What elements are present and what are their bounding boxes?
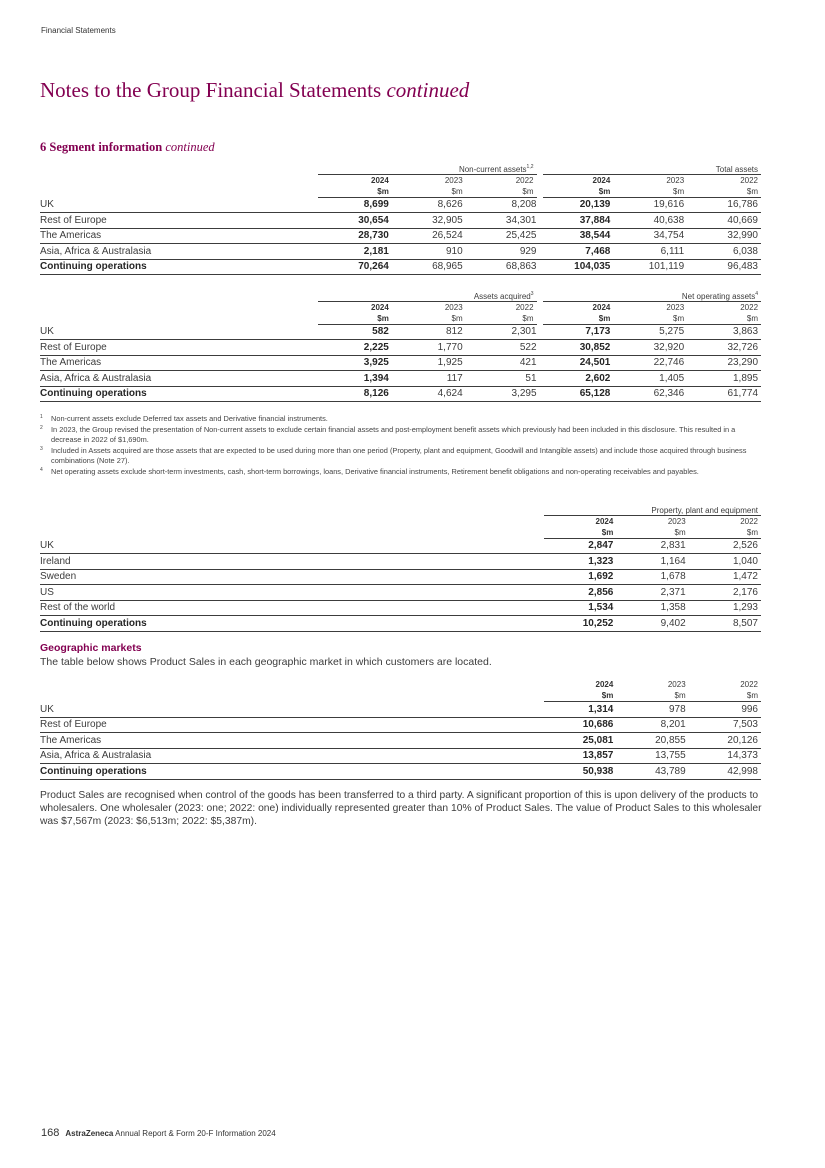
assets-acquired-table <box>40 287 761 402</box>
cell: 38,544 <box>540 228 614 244</box>
cell: 2,856 <box>544 585 616 601</box>
footnote: 4 Net operating assets exclude short-term investments, cash, short-term borrowings, loans, Derivative financial instruments, Retirement benefit obligations and non-operating receivables and payables. <box>40 467 699 476</box>
year-header: 2024 $m <box>540 301 614 324</box>
row-label: Continuing operations <box>40 764 544 780</box>
cell: 7,468 <box>540 244 614 260</box>
footnote: 3 Included in Assets acquired are those assets that are expected to be used during more than one period (Property, plant and equipment, Goodwill and Intangible assets) and include those acquired through business combinations (Note 27). <box>40 446 747 465</box>
cell: 2,176 <box>689 585 761 601</box>
year-header-row <box>40 679 761 702</box>
section-title <box>40 140 215 155</box>
geographic-markets-description: The table below shows Product Sales in each geographic market in which customers are located. <box>40 656 492 668</box>
table-row <box>40 748 761 764</box>
cell: 1,534 <box>544 600 616 616</box>
group-header-total-assets: Total assets <box>540 160 762 174</box>
product-sales-paragraph: Product Sales are recognised when control of the goods has been transferred to a third party. A significant proportion of this is upon delivery of the products to wholesalers. One wholesaler (2023: one; 2022: one) individually represented greater than 10% of Product Sales. The value of Product Sales to this wholesaler was $7,567m (2023: $6,513m; 2022: $5,387m). <box>40 790 762 827</box>
cell: 8,507 <box>689 616 761 632</box>
year-header: 2023 $m <box>616 515 688 538</box>
cell: 30,852 <box>540 340 614 356</box>
cell: 1,678 <box>616 569 688 585</box>
cell: 978 <box>616 702 688 718</box>
table-row <box>40 569 761 585</box>
table-total-row <box>40 764 761 780</box>
table-row <box>40 538 761 554</box>
cell: 61,774 <box>687 386 761 402</box>
cell: 101,119 <box>613 259 687 275</box>
section-title-text: 6 Segment information <box>40 140 163 154</box>
group-header-assets-acquired: Assets acquired$^3$ <box>318 287 540 301</box>
cell: 8,201 <box>616 717 688 733</box>
cell: 1,770 <box>392 340 466 356</box>
cell: 20,855 <box>616 733 688 749</box>
cell: 421 <box>466 355 540 371</box>
cell: 1,472 <box>689 569 761 585</box>
product-sales-table <box>40 679 761 780</box>
cell: 28,730 <box>318 228 392 244</box>
cell: 1,323 <box>544 554 616 570</box>
cell: 34,301 <box>466 213 540 229</box>
table-row <box>40 213 761 229</box>
table-total-row <box>40 386 761 402</box>
cell: 8,699 <box>318 197 392 213</box>
cell: 1,405 <box>613 371 687 387</box>
cell: 582 <box>318 324 392 340</box>
table-row <box>40 244 761 260</box>
cell: 42,998 <box>689 764 761 780</box>
page-number: 168 <box>41 1127 60 1139</box>
footnote: 1 Non-current assets exclude Deferred tax assets and Derivative financial instruments. <box>40 414 328 423</box>
table-total-row <box>40 616 761 632</box>
cell: 30,654 <box>318 213 392 229</box>
year-header: 2022 $m <box>689 679 761 702</box>
cell: 40,669 <box>687 213 761 229</box>
cell: 2,371 <box>616 585 688 601</box>
year-header: 2024 $m <box>544 515 616 538</box>
cell: 2,181 <box>318 244 392 260</box>
cell: 34,754 <box>613 228 687 244</box>
row-label: The Americas <box>40 228 318 244</box>
property-plant-equipment-table <box>40 501 761 632</box>
cell: 62,346 <box>613 386 687 402</box>
row-label: Rest of Europe <box>40 340 318 356</box>
year-header: 2024 $m <box>318 174 392 197</box>
year-header: 2023 $m <box>392 301 466 324</box>
row-label: Rest of Europe <box>40 213 318 229</box>
row-label: UK <box>40 324 318 340</box>
cell: 7,503 <box>689 717 761 733</box>
cell: 8,626 <box>392 197 466 213</box>
non-current-assets-table <box>40 160 761 275</box>
group-header-non-current-assets: Non-current assets$^{1,2}$ <box>318 160 540 174</box>
cell: 22,746 <box>613 355 687 371</box>
year-header: 2024 $m <box>544 679 616 702</box>
cell: 26,524 <box>392 228 466 244</box>
row-label: UK <box>40 197 318 213</box>
cell: 51 <box>466 371 540 387</box>
year-header: 2022 $m <box>466 301 540 324</box>
year-header: 2022 $m <box>466 174 540 197</box>
cell: 40,638 <box>613 213 687 229</box>
row-label: The Americas <box>40 733 544 749</box>
footer-brand: AstraZeneca <box>65 1129 114 1138</box>
cell: 1,314 <box>544 702 616 718</box>
table-row <box>40 554 761 570</box>
cell: 812 <box>392 324 466 340</box>
cell: 3,295 <box>466 386 540 402</box>
cell: 1,040 <box>689 554 761 570</box>
cell: 16,786 <box>687 197 761 213</box>
cell: 1,164 <box>616 554 688 570</box>
cell: 3,863 <box>687 324 761 340</box>
cell: 910 <box>392 244 466 260</box>
row-label: Rest of the world <box>40 600 544 616</box>
cell: 32,905 <box>392 213 466 229</box>
cell: 3,925 <box>318 355 392 371</box>
row-label: US <box>40 585 544 601</box>
cell: 25,425 <box>466 228 540 244</box>
row-label: Asia, Africa & Australasia <box>40 371 318 387</box>
year-header-row <box>40 174 761 197</box>
table-row <box>40 197 761 213</box>
table-row <box>40 228 761 244</box>
row-label: Ireland <box>40 554 544 570</box>
cell: 70,264 <box>318 259 392 275</box>
cell: 10,252 <box>544 616 616 632</box>
table-total-row <box>40 259 761 275</box>
row-label: Continuing operations <box>40 386 318 402</box>
cell: 2,301 <box>466 324 540 340</box>
cell: 37,884 <box>540 213 614 229</box>
group-header-net-operating-assets: Net operating assets$^4$ <box>540 287 762 301</box>
row-label: Sweden <box>40 569 544 585</box>
table-group-header <box>40 287 761 301</box>
row-label: UK <box>40 538 544 554</box>
page-title-continued: continued <box>386 78 470 102</box>
table-row <box>40 371 761 387</box>
cell: 929 <box>466 244 540 260</box>
table-row <box>40 733 761 749</box>
cell: 32,726 <box>687 340 761 356</box>
year-header: 2023 $m <box>613 301 687 324</box>
cell: 117 <box>392 371 466 387</box>
cell: 1,692 <box>544 569 616 585</box>
section-title-continued: continued <box>165 140 215 154</box>
cell: 7,173 <box>540 324 614 340</box>
row-label: Asia, Africa & Australasia <box>40 244 318 260</box>
cell: 65,128 <box>540 386 614 402</box>
cell: 996 <box>689 702 761 718</box>
cell: 1,394 <box>318 371 392 387</box>
cell: 2,526 <box>689 538 761 554</box>
year-header: 2024 $m <box>540 174 614 197</box>
page-title <box>40 78 469 103</box>
table-row <box>40 717 761 733</box>
cell: 4,624 <box>392 386 466 402</box>
cell: 13,755 <box>616 748 688 764</box>
cell: 20,126 <box>689 733 761 749</box>
cell: 20,139 <box>540 197 614 213</box>
group-header-ppe: Property, plant and equipment <box>544 501 761 515</box>
cell: 2,831 <box>616 538 688 554</box>
cell: 10,686 <box>544 717 616 733</box>
cell: 8,208 <box>466 197 540 213</box>
year-header: 2022 $m <box>689 515 761 538</box>
cell: 14,373 <box>689 748 761 764</box>
cell: 68,965 <box>392 259 466 275</box>
cell: 104,035 <box>540 259 614 275</box>
cell: 2,847 <box>544 538 616 554</box>
footer-document-title: Annual Report & Form 20-F Information 2024 <box>115 1129 276 1138</box>
cell: 9,402 <box>616 616 688 632</box>
cell: 23,290 <box>687 355 761 371</box>
cell: 32,990 <box>687 228 761 244</box>
cell: 32,920 <box>613 340 687 356</box>
cell: 6,111 <box>613 244 687 260</box>
cell: 2,602 <box>540 371 614 387</box>
cell: 1,925 <box>392 355 466 371</box>
cell: 50,938 <box>544 764 616 780</box>
cell: 24,501 <box>540 355 614 371</box>
table-group-header <box>40 160 761 174</box>
page-title-text: Notes to the Group Financial Statements <box>40 78 382 102</box>
cell: 1,358 <box>616 600 688 616</box>
cell: 43,789 <box>616 764 688 780</box>
table-group-header <box>40 501 761 515</box>
year-header-row <box>40 301 761 324</box>
footnote: 2 In 2023, the Group revised the presentation of Non-current assets to exclude certain financial assets and post-employment benefit assets which previously had been included in this disclosure. This resulted in a decrease in 2022 of $1,690m. <box>40 425 736 444</box>
row-label: Asia, Africa & Australasia <box>40 748 544 764</box>
row-label: Continuing operations <box>40 616 544 632</box>
year-header: 2022 $m <box>687 301 761 324</box>
year-header: 2024 $m <box>318 301 392 324</box>
year-header: 2023 $m <box>616 679 688 702</box>
year-header: 2023 $m <box>613 174 687 197</box>
cell: 6,038 <box>687 244 761 260</box>
row-label: UK <box>40 702 544 718</box>
table-row <box>40 355 761 371</box>
year-header: 2022 $m <box>687 174 761 197</box>
row-label: Rest of Europe <box>40 717 544 733</box>
running-header: Financial Statements <box>41 26 116 35</box>
page-footer <box>41 1127 276 1139</box>
table-row <box>40 324 761 340</box>
cell: 5,275 <box>613 324 687 340</box>
year-header-row <box>40 515 761 538</box>
cell: 68,863 <box>466 259 540 275</box>
table-row <box>40 702 761 718</box>
year-header: 2023 $m <box>392 174 466 197</box>
cell: 13,857 <box>544 748 616 764</box>
table-row <box>40 600 761 616</box>
cell: 522 <box>466 340 540 356</box>
row-label: Continuing operations <box>40 259 318 275</box>
cell: 2,225 <box>318 340 392 356</box>
table-row <box>40 585 761 601</box>
table-row <box>40 340 761 356</box>
cell: 96,483 <box>687 259 761 275</box>
cell: 8,126 <box>318 386 392 402</box>
cell: 19,616 <box>613 197 687 213</box>
cell: 25,081 <box>544 733 616 749</box>
cell: 1,895 <box>687 371 761 387</box>
footnotes <box>40 414 762 478</box>
cell: 1,293 <box>689 600 761 616</box>
geographic-markets-title: Geographic markets <box>40 642 142 654</box>
row-label: The Americas <box>40 355 318 371</box>
